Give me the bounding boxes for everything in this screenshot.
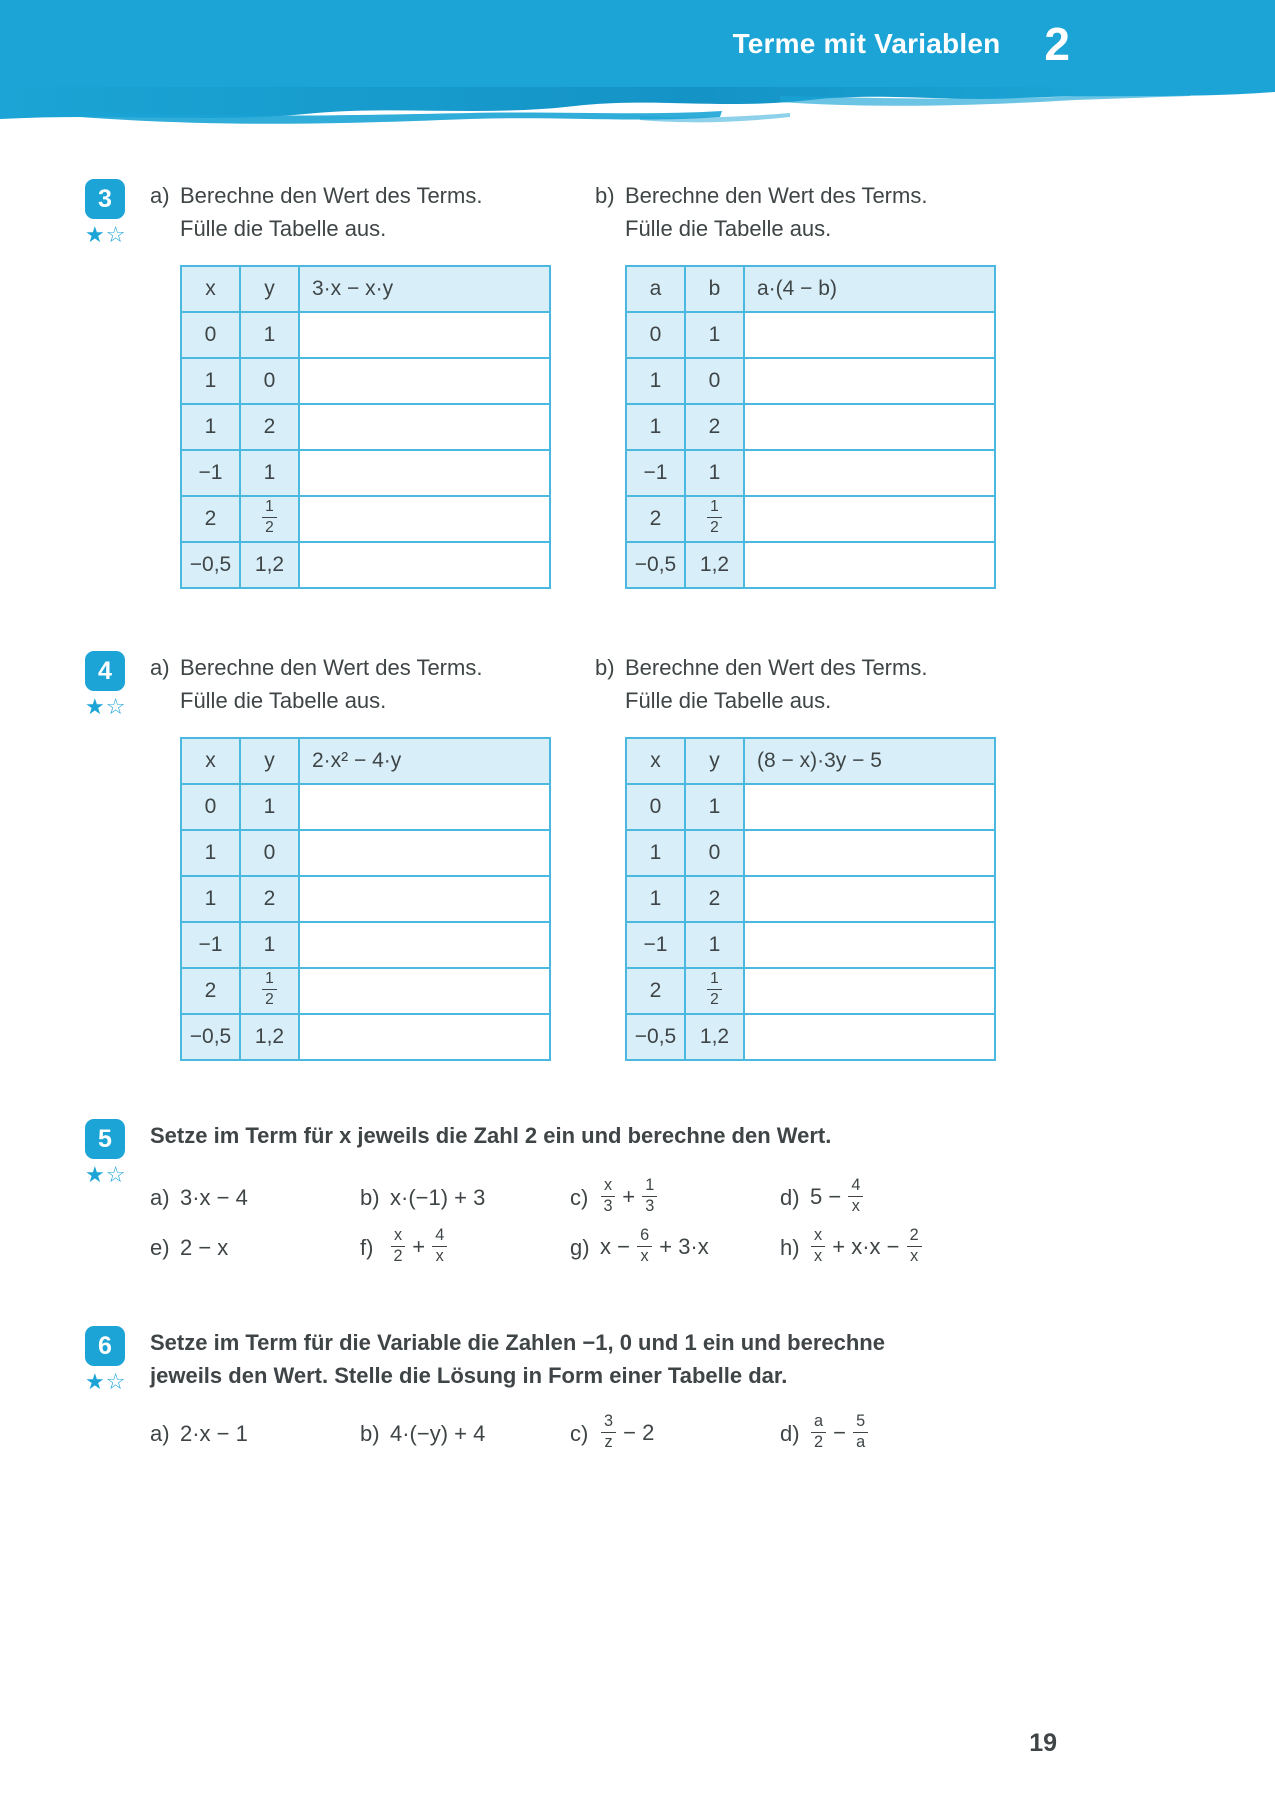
- value-table: [625, 737, 996, 1061]
- term-item: [150, 1226, 360, 1270]
- table-row: [626, 1014, 995, 1060]
- exercise-5-badge-column: [85, 1119, 150, 1270]
- fraction: $\frac{1}{2}$: [262, 970, 277, 1007]
- value-cell: 1: [685, 784, 744, 830]
- value-cell: −1: [181, 450, 240, 496]
- term-item: [360, 1176, 570, 1220]
- table-row: [626, 784, 995, 830]
- table-row: [626, 542, 995, 588]
- term-label: b): [360, 1185, 380, 1210]
- table-row: [181, 1014, 550, 1060]
- value-cell: 2: [685, 876, 744, 922]
- value-cell: 1,2: [240, 542, 299, 588]
- table-header-term: 2·x² − 4·y: [299, 738, 550, 784]
- value-table: [180, 737, 551, 1061]
- term-expression: $\frac{x}{x}$ + x·x − $\frac{2}{x}$: [810, 1229, 923, 1268]
- value-cell: 0: [685, 830, 744, 876]
- instruction: [150, 179, 595, 245]
- difficulty-rating: [85, 694, 150, 720]
- table-row: [181, 876, 550, 922]
- term-item: [150, 1176, 360, 1220]
- answer-cell: [299, 1014, 550, 1060]
- term-label: a): [150, 1185, 170, 1210]
- answer-cell: [744, 312, 995, 358]
- table-header-variable: a: [626, 266, 685, 312]
- term-label: g): [570, 1235, 590, 1260]
- fraction: $\frac{1}{2}$: [707, 970, 722, 1007]
- table-row: [181, 404, 550, 450]
- exercise-6: [0, 1326, 1275, 1456]
- exercise-4-part-b: [595, 651, 1040, 1061]
- instruction: [595, 651, 1040, 717]
- term-item: [360, 1412, 570, 1456]
- star-filled-icon: ★: [85, 1369, 106, 1394]
- table-row: [181, 542, 550, 588]
- page-number: 19: [1029, 1729, 1057, 1757]
- fraction: $\frac{1}{3}$: [642, 1177, 657, 1216]
- value-cell: −0,5: [181, 1014, 240, 1060]
- answer-cell: [744, 968, 995, 1014]
- value-cell: [240, 968, 299, 1014]
- value-cell: 0: [626, 784, 685, 830]
- term-row: [150, 1412, 1235, 1456]
- answer-cell: [744, 496, 995, 542]
- term-item: [780, 1176, 1235, 1220]
- exercise-6-heading: Setze im Term für die Variable die Zahlen −1, 0 und 1 ein und berechne jeweils den Wert. Stelle die Lösung in Form einer Tabelle dar.: [150, 1330, 885, 1388]
- fraction: $\frac{2}{x}$: [907, 1227, 922, 1266]
- instruction-text: Berechne den Wert des Terms. Fülle die Tabelle aus.: [625, 655, 928, 713]
- instruction-text: Berechne den Wert des Terms. Fülle die Tabelle aus.: [625, 183, 928, 241]
- value-cell: 1: [626, 404, 685, 450]
- part-label: a): [150, 183, 170, 208]
- star-filled-icon: ★: [85, 1162, 106, 1187]
- table-row: [626, 830, 995, 876]
- term-label: a): [150, 1421, 170, 1446]
- difficulty-rating: [85, 1369, 150, 1395]
- answer-cell: [299, 876, 550, 922]
- answer-cell: [299, 784, 550, 830]
- value-cell: [685, 968, 744, 1014]
- part-label: b): [595, 183, 615, 208]
- term-label: c): [570, 1421, 589, 1446]
- term-label: d): [780, 1421, 800, 1446]
- table-row: [626, 312, 995, 358]
- star-outline-icon: ☆: [105, 222, 127, 247]
- fraction: $\frac{1}{2}$: [707, 498, 722, 535]
- value-cell: 1: [240, 784, 299, 830]
- value-cell: 1: [685, 312, 744, 358]
- answer-cell: [299, 496, 550, 542]
- table-row: [626, 922, 995, 968]
- value-cell: 1: [626, 876, 685, 922]
- value-cell: 0: [685, 358, 744, 404]
- table-header-term: (8 − x)·3y − 5: [744, 738, 995, 784]
- exercise-6-badge-column: [85, 1326, 150, 1456]
- value-cell: −1: [626, 450, 685, 496]
- value-cell: 1: [181, 358, 240, 404]
- term-expression: $\frac{x}{2}$ + $\frac{4}{x}$: [390, 1229, 448, 1268]
- instruction: [150, 651, 595, 717]
- value-cell: 1: [626, 830, 685, 876]
- fraction: $\frac{6}{x}$: [637, 1227, 652, 1266]
- exercise-3-part-a: [150, 179, 595, 589]
- term-expression: 2 − x: [180, 1235, 229, 1260]
- term-expression: 5 − $\frac{4}{x}$: [810, 1179, 864, 1218]
- table-header-variable: x: [181, 738, 240, 784]
- answer-cell: [744, 784, 995, 830]
- star-filled-icon: ★: [85, 222, 106, 247]
- value-cell: 0: [626, 312, 685, 358]
- value-cell: 0: [240, 830, 299, 876]
- table-row: [626, 404, 995, 450]
- exercise-4-number-badge: 4: [85, 651, 125, 691]
- term-item: [360, 1226, 570, 1270]
- value-cell: −1: [626, 922, 685, 968]
- term-expression: $\frac{x}{3}$ + $\frac{1}{3}$: [600, 1179, 658, 1218]
- answer-cell: [744, 876, 995, 922]
- difficulty-rating: [85, 222, 150, 248]
- value-cell: 1: [181, 830, 240, 876]
- answer-cell: [299, 404, 550, 450]
- value-cell: [240, 496, 299, 542]
- term-label: f): [360, 1235, 374, 1260]
- value-cell: 1: [626, 358, 685, 404]
- value-cell: 2: [685, 404, 744, 450]
- table-row: [181, 922, 550, 968]
- term-label: b): [360, 1421, 380, 1446]
- value-cell: 1: [181, 404, 240, 450]
- value-cell: −0,5: [626, 542, 685, 588]
- difficulty-rating: [85, 1162, 150, 1188]
- answer-cell: [299, 968, 550, 1014]
- value-cell: 1,2: [685, 542, 744, 588]
- answer-cell: [744, 358, 995, 404]
- instruction-text: Berechne den Wert des Terms. Fülle die Tabelle aus.: [180, 655, 483, 713]
- table-header-term: 3·x − x·y: [299, 266, 550, 312]
- answer-cell: [299, 922, 550, 968]
- instruction: [595, 179, 1040, 245]
- value-cell: −0,5: [626, 1014, 685, 1060]
- star-outline-icon: ☆: [105, 694, 127, 719]
- value-cell: 0: [240, 358, 299, 404]
- page-header: [0, 0, 1275, 143]
- table-row: [181, 830, 550, 876]
- exercise-3: [0, 179, 1275, 589]
- value-cell: 1: [240, 922, 299, 968]
- value-cell: 0: [181, 784, 240, 830]
- term-label: e): [150, 1235, 170, 1260]
- table-header-variable: y: [240, 738, 299, 784]
- value-cell: 1,2: [240, 1014, 299, 1060]
- table-header-variable: x: [626, 738, 685, 784]
- term-label: h): [780, 1235, 800, 1260]
- chapter-number: 2: [1044, 18, 1070, 70]
- table-row: [181, 312, 550, 358]
- fraction: $\frac{x}{x}$: [811, 1227, 825, 1266]
- table-header-variable: y: [240, 266, 299, 312]
- answer-cell: [744, 542, 995, 588]
- term-item: [780, 1226, 1235, 1270]
- exercise-4-badge-column: [85, 651, 150, 1061]
- answer-cell: [299, 450, 550, 496]
- term-expression: $\frac{a}{2}$ − $\frac{5}{a}$: [810, 1415, 869, 1454]
- answer-cell: [744, 922, 995, 968]
- fraction: $\frac{1}{2}$: [262, 498, 277, 535]
- answer-cell: [299, 312, 550, 358]
- term-item: [570, 1412, 780, 1456]
- value-cell: [685, 496, 744, 542]
- fraction: $\frac{5}{a}$: [853, 1413, 868, 1452]
- table-row: [626, 450, 995, 496]
- table-header-term: a·(4 − b): [744, 266, 995, 312]
- value-cell: 2: [240, 876, 299, 922]
- instruction-text: Berechne den Wert des Terms. Fülle die Tabelle aus.: [180, 183, 483, 241]
- table-header-variable: b: [685, 266, 744, 312]
- exercise-5-heading: Setze im Term für x jeweils die Zahl 2 ein und berechne den Wert.: [150, 1123, 832, 1148]
- table-header-variable: x: [181, 266, 240, 312]
- answer-cell: [299, 830, 550, 876]
- exercise-3-part-b: [595, 179, 1040, 589]
- fraction: $\frac{x}{2}$: [391, 1227, 405, 1266]
- table-row: [181, 496, 550, 542]
- page-title: Terme mit Variablen: [732, 28, 1001, 59]
- part-label: b): [595, 655, 615, 680]
- value-cell: 1: [240, 450, 299, 496]
- value-cell: 0: [181, 312, 240, 358]
- exercise-5-number-badge: 5: [85, 1119, 125, 1159]
- exercise-4-part-a: [150, 651, 595, 1061]
- table-row: [181, 968, 550, 1014]
- star-outline-icon: ☆: [105, 1162, 127, 1187]
- term-item: [570, 1226, 780, 1270]
- table-row: [626, 496, 995, 542]
- term-label: d): [780, 1185, 800, 1210]
- answer-cell: [744, 830, 995, 876]
- table-row: [626, 358, 995, 404]
- fraction: $\frac{4}{x}$: [848, 1177, 863, 1216]
- value-cell: −1: [181, 922, 240, 968]
- fraction: $\frac{3}{z}$: [601, 1413, 616, 1452]
- value-cell: 2: [181, 968, 240, 1014]
- answer-cell: [299, 542, 550, 588]
- table-row: [181, 784, 550, 830]
- term-expression: $\frac{3}{z}$ − 2: [600, 1415, 654, 1454]
- header-band: [0, 0, 1275, 88]
- term-item: [150, 1412, 360, 1456]
- value-cell: 1: [685, 450, 744, 496]
- value-cell: 1: [181, 876, 240, 922]
- term-expression: x − $\frac{6}{x}$ + 3·x: [600, 1225, 709, 1265]
- answer-cell: [744, 404, 995, 450]
- answer-cell: [299, 358, 550, 404]
- term-expression: 3·x − 4: [180, 1185, 248, 1210]
- term-expression: 4·(−y) + 4: [390, 1421, 486, 1446]
- term-expression: x·(−1) + 3: [390, 1185, 486, 1210]
- exercise-5: [0, 1119, 1275, 1270]
- fraction: $\frac{x}{3}$: [601, 1177, 615, 1216]
- star-filled-icon: ★: [85, 694, 106, 719]
- value-cell: −0,5: [181, 542, 240, 588]
- value-cell: 2: [626, 496, 685, 542]
- value-cell: 1,2: [685, 1014, 744, 1060]
- exercise-4: [0, 651, 1275, 1061]
- answer-cell: [744, 1014, 995, 1060]
- table-header-variable: y: [685, 738, 744, 784]
- term-item: [570, 1176, 780, 1220]
- answer-cell: [744, 450, 995, 496]
- exercise-3-number-badge: 3: [85, 179, 125, 219]
- value-cell: 2: [240, 404, 299, 450]
- value-table: [180, 265, 551, 589]
- value-cell: 1: [240, 312, 299, 358]
- table-row: [181, 450, 550, 496]
- value-cell: 2: [181, 496, 240, 542]
- value-cell: 2: [626, 968, 685, 1014]
- term-expression: 2·x − 1: [180, 1421, 248, 1446]
- table-row: [181, 358, 550, 404]
- exercise-3-badge-column: [85, 179, 150, 589]
- table-row: [626, 876, 995, 922]
- term-row: [150, 1176, 1235, 1220]
- value-cell: 1: [685, 922, 744, 968]
- term-item: [780, 1412, 1235, 1456]
- part-label: a): [150, 655, 170, 680]
- value-table: [625, 265, 996, 589]
- term-row: [150, 1226, 1235, 1270]
- fraction: $\frac{4}{x}$: [432, 1227, 447, 1266]
- star-outline-icon: ☆: [105, 1369, 127, 1394]
- brush-stroke-decoration: [0, 87, 1275, 143]
- fraction: $\frac{a}{2}$: [811, 1413, 826, 1452]
- table-row: [626, 968, 995, 1014]
- exercise-6-number-badge: 6: [85, 1326, 125, 1366]
- term-label: c): [570, 1185, 589, 1210]
